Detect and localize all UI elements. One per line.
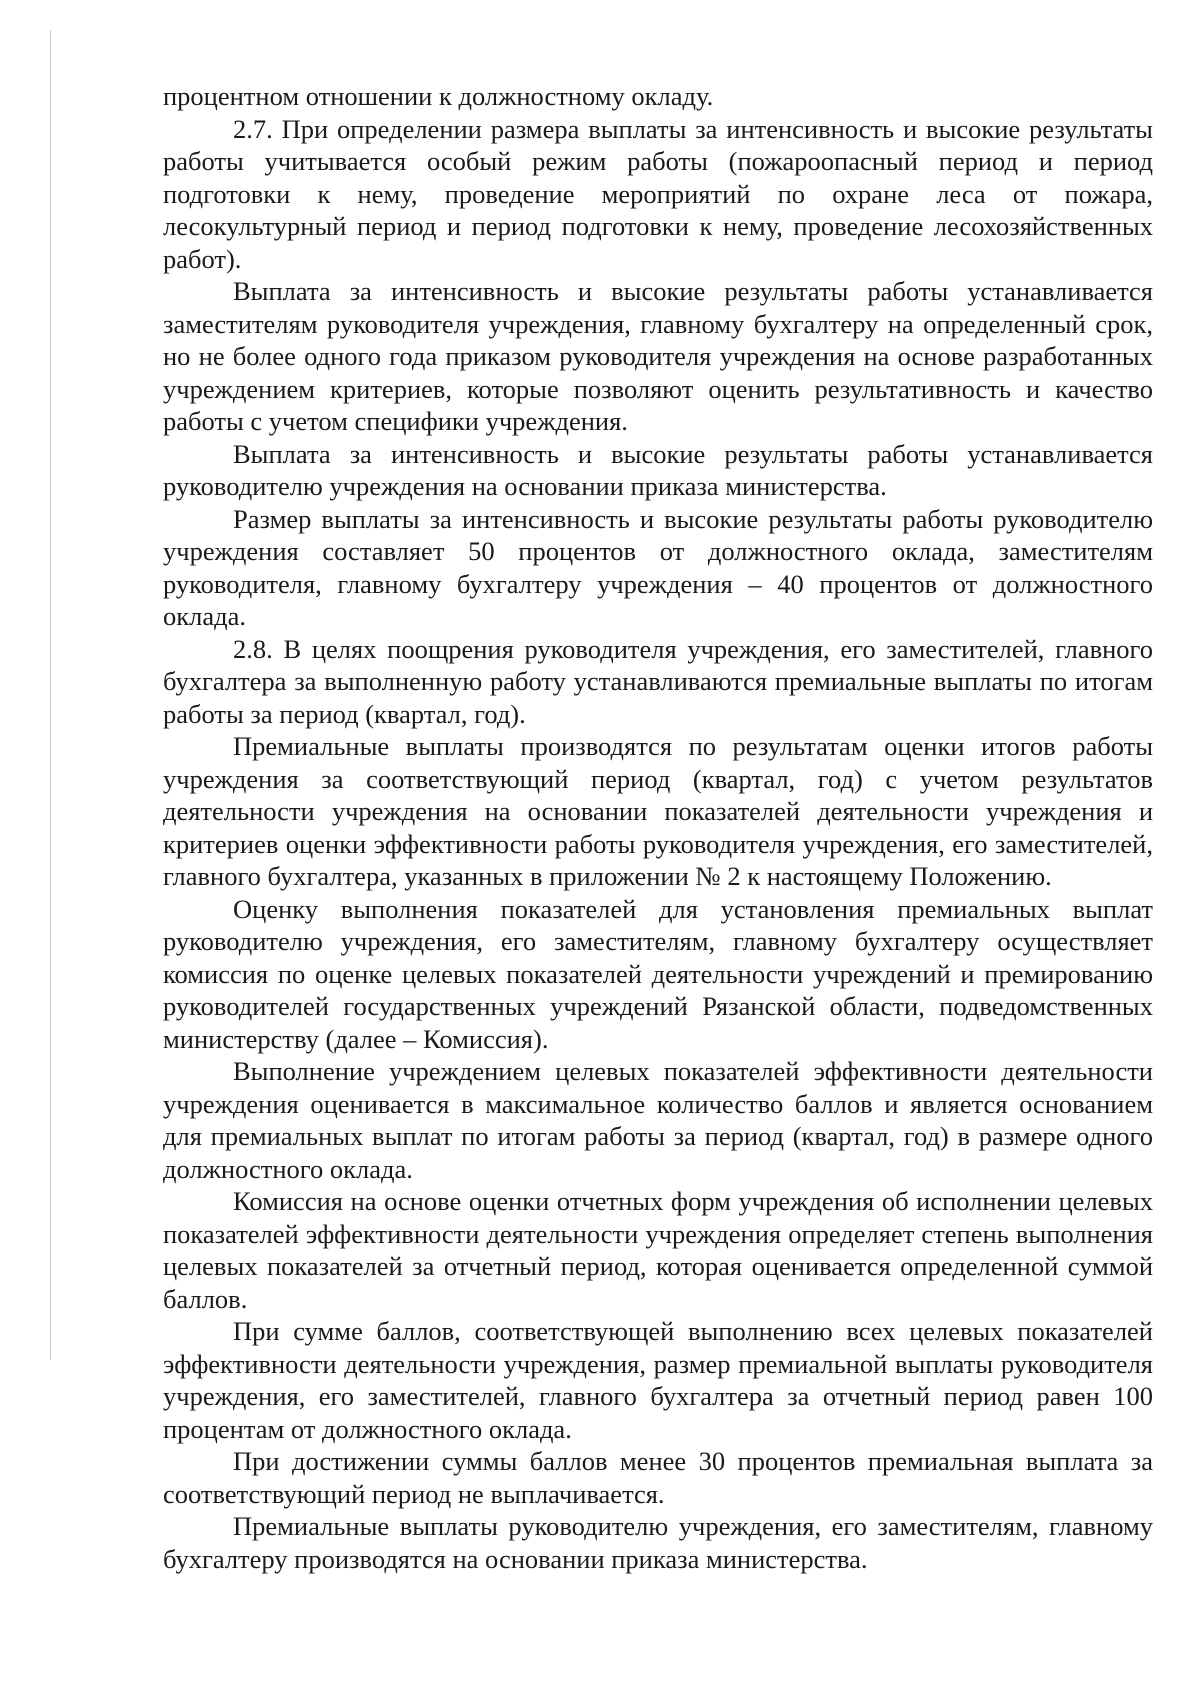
paragraph-payment-size: Размер выплаты за интенсивность и высокие результаты работы руководителю учреждения составляет 50 процентов от должностного оклада, заместителям руководителя, главному бухгалтеру учреждения – 40 процентов от должностного оклада. <box>163 503 1153 631</box>
paragraph-full-score: При сумме баллов, соответствующей выполнению всех целевых показателей эффективности деятельности учреждения, размер премиальной выплаты руководителя учреждения, его заместителей, главного бухгалтера за отчетный период равен 100 процентам от должностного оклада. <box>163 1316 1153 1444</box>
paragraph-targets-score: Выполнение учреждением целевых показателей эффективности деятельности учреждения оценивается в максимальное количество баллов и является основанием для премиальных выплат по итогам работы за период (квартал, год) в размере одного должностного оклада. <box>163 1056 1153 1184</box>
document-body <box>163 80 1153 1575</box>
paragraph-continuation: процентном отношении к должностному окладу. <box>163 81 714 111</box>
paragraph-low-score: При достижении суммы баллов менее 30 процентов премиальная выплата за соответствующий период не выплачивается. <box>163 1446 1153 1509</box>
paragraph-bonus-basis: Премиальные выплаты производятся по результатам оценки итогов работы учреждения за соответствующий период (квартал, год) с учетом результатов деятельности учреждения на основании показателей деятельности учреждения и критериев оценки эффективности работы руководителя учреждения, его заместителей, главного бухгалтера, указанных в приложении № 2 к настоящему Положению. <box>163 731 1153 891</box>
paragraph-commission-assessment: Комиссия на основе оценки отчетных форм учреждения об исполнении целевых показателей эффективности деятельности учреждения определяет степень выполнения целевых показателей за отчетный период, которая оценивается определенной суммой баллов. <box>163 1186 1153 1314</box>
paragraph-head-payment: Выплата за интенсивность и высокие результаты работы устанавливается руководителю учреждения на основании приказа министерства. <box>163 438 1153 501</box>
paragraph-deputies-payment: Выплата за интенсивность и высокие результаты работы устанавливается заместителям руководителя учреждения, главному бухгалтеру на определенный срок, но не более одного года приказом руководителя учреждения на основе разработанных учреждением критериев, которые позволяют оценить результативность и качество работы с учетом специфики учреждения. <box>163 276 1153 436</box>
paragraph-commission: Оценку выполнения показателей для установления премиальных выплат руководителю учреждения, его заместителям, главному бухгалтеру осуществляет комиссия по оценке целевых показателей деятельности учреждений и премированию руководителей государственных учреждений Рязанской области, подведомственных министерству (далее – Комиссия). <box>163 893 1153 1054</box>
paragraph-2-7: 2.7. При определении размера выплаты за интенсивность и высокие результаты работы учитывается особый режим работы (пожароопасный период и период подготовки к нему, проведение мероприятий по охране леса от пожара, лесокультурный период и период подготовки к нему, проведение лесохозяйственных работ). <box>163 113 1153 274</box>
paragraph-2-8: 2.8. В целях поощрения руководителя учреждения, его заместителей, главного бухгалтера за выполненную работу устанавливаются премиальные выплаты по итогам работы за период (квартал, год). <box>163 633 1153 729</box>
scan-margin-line <box>50 30 51 1360</box>
paragraph-bonus-order: Премиальные выплаты руководителю учреждения, его заместителям, главному бухгалтеру производятся на основании приказа министерства. <box>163 1511 1153 1574</box>
